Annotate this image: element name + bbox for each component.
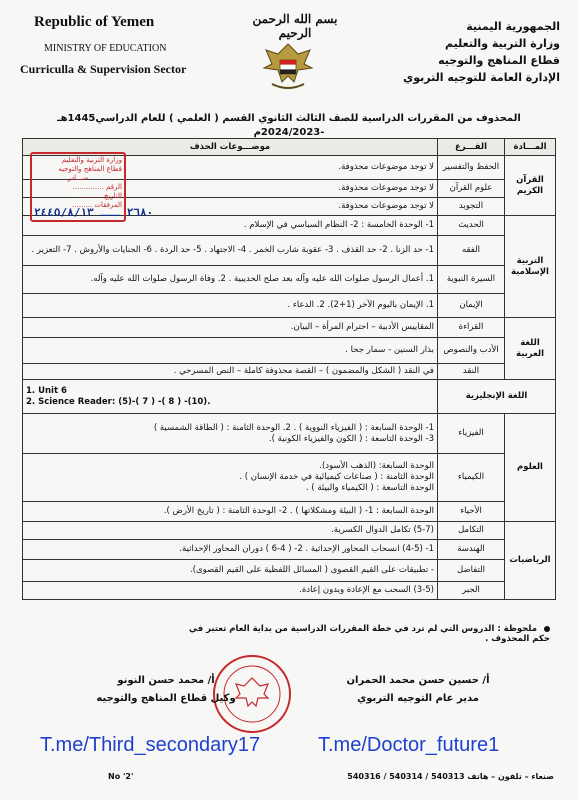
document-title: المحذوف من المقررات الدراسية للصف الثالث الثانوي القسم ( العلمي ) للعام الدراسي1445هـ -2024/2023م (57, 113, 521, 138)
table-row (23, 454, 556, 502)
subject-cell: القرآن الكريم (505, 156, 556, 216)
table-row (23, 560, 556, 582)
topic-cell: (3-5) السحب مع الإعادة وبدون إعادة. (23, 582, 438, 600)
branch-cell: النقد (438, 364, 505, 380)
branch-cell: الفيزياء (438, 414, 505, 454)
topic-cell: - تطبيقات على القيم القصوى ( المسائل اللفظية على القيم القصوى). (23, 560, 438, 582)
table-row (23, 266, 556, 294)
header-left-block (20, 14, 220, 77)
stamp-line: المرفقات ......... (72, 201, 122, 209)
telegram-link-left[interactable]: T.me/Third_secondary17 (40, 734, 261, 756)
stamp-line: قطاع المناهج والتوجيه (58, 165, 122, 173)
footnote (180, 624, 550, 644)
table-row (23, 414, 556, 454)
topic-cell: 1- حد الزنا . 2- حد القذف . 3- عقوبة شارب الخمر . 4- الاجتهاد . 5- حد الردة . 6- الجنايات والأروش . 7- التعزير . (23, 236, 438, 266)
topic-cell: 1- (4-5) انسحاب المحاور الإحداثية . 2- ( 4-6 ) دوران المحاور الإحداثية. (23, 540, 438, 560)
topic-cell: 1. أعمال الرسول صلوات الله عليه وآله بعد صلح الحديبية . 2. وفاة الرسول صلوات الله عليه وآله. (23, 266, 438, 294)
header-branch: الفـــرع (438, 139, 505, 156)
stamp-line: صـــادر (67, 174, 89, 182)
table-row (23, 502, 556, 522)
signer-role: مدير عام التوجيه التربوي (357, 693, 479, 704)
signature-director (318, 672, 518, 708)
page-number: No '2' (108, 772, 134, 781)
topic-cell: (5-7) تكامل الدوال الكسرية. (23, 522, 438, 540)
topic-cell: المقاييس الأدبية – احترام المرأة – البيان. (23, 318, 438, 338)
table-row (23, 582, 556, 600)
topic-cell: الوحدة السابعة : 1- ( البيئة ومشكلاتها ) . 2- الوحدة الثامنة : ( تاريخ الأرض ). (23, 502, 438, 522)
table-row (23, 522, 556, 540)
table-row (23, 364, 556, 380)
stamp-line: التاريخ ............ (74, 192, 122, 200)
topic-cell: بذار السنين - سمار جحا . (23, 338, 438, 364)
header-sector-en: Curriculla & Supervision Sector (20, 62, 187, 76)
header-department-ar: الإدارة العامة للتوجيه التربوي (403, 71, 560, 84)
topic-cell: لا توجد موضوعات محذوفة. (23, 180, 438, 198)
branch-cell: الفقه (438, 236, 505, 266)
table-row (23, 540, 556, 560)
stamp-handwritten-number: ٢٦٨٠ ـــ ٢٤٤٥/٨/١٣ (34, 206, 154, 219)
topic-cell: لا توجد موضوعات محذوفة. (23, 198, 438, 216)
english-line: 2. Science Reader: (5)-( 7 ) -( 8 ) -(10). (26, 396, 211, 407)
english-line: 1. Unit 6 (26, 385, 67, 396)
topic-cell-english (23, 380, 438, 414)
table-row (23, 380, 556, 414)
telegram-link-right[interactable]: T.me/Doctor_future1 (318, 734, 500, 756)
branch-cell: التكامل (438, 522, 505, 540)
footnote-text: ملحوظة : الدروس التي لم ترد في خطة المقررات الدراسية من بداية العام تعتبر في حكم المحذوف . (188, 624, 550, 644)
signer-name: أ/ حسين حسن محمد الحمران (346, 675, 490, 686)
table-row (23, 338, 556, 364)
header-topics: موضـــوعات الحذف (23, 139, 438, 156)
branch-cell: الأحياء (438, 502, 505, 522)
subject-cell: التربية الإسلامية (505, 216, 556, 318)
subject-cell: الرياضيات (505, 522, 556, 600)
branch-cell: الجبر (438, 582, 505, 600)
branch-cell: الكيمياء (438, 454, 505, 502)
branch-cell: التفاضل (438, 560, 505, 582)
bullet-icon (544, 626, 550, 632)
topic-cell: 1. الإيمان باليوم الآخر (1+2). 2. الدعاء . (23, 294, 438, 318)
table-row (23, 236, 556, 266)
telegram-links (0, 734, 578, 766)
header-sector-ar: قطاع المناهج والتوجيه (438, 54, 560, 67)
yemen-eagle-emblem-icon (258, 36, 318, 96)
topic-cell: 1- الوحدة السابعة : ( الفيزياء النووية ) . 2. الوحدة الثامنة : ( الطاقة الشمسية ) 3- الوحدة التاسعة : ( الكون والفيزياء الكونية ). (23, 414, 438, 454)
signature-deputy (96, 672, 236, 708)
subject-cell: اللغة الإنجليزية (438, 380, 556, 414)
header-country-ar: الجمهورية اليمنية (466, 20, 560, 33)
branch-cell: الهندسة (438, 540, 505, 560)
stamp-line: وزارة التربية والتعليم (61, 156, 122, 164)
topic-cell: في النقد ( الشكل والمضمون ) – القصة محذوفة كاملة – النص المسرحي . (23, 364, 438, 380)
contact-phones: صنعاء – تلفون – هاتف 540313 / 540314 / 540316 (347, 772, 554, 781)
header-country-en: Republic of Yemen (34, 14, 155, 30)
table-row (23, 318, 556, 338)
branch-cell: الحفظ والتفسير (438, 156, 505, 180)
topic-cell: الوحدة السابعة: (الذهب الأسود). الوحدة الثامنة : ( صناعات كيميائية في خدمة الإنسان ) . الوحدة التاسعة : ( الكيمياء والبيئة ) . (23, 454, 438, 502)
branch-cell: التجويد (438, 198, 505, 216)
topic-cell: لا توجد موضوعات محذوفة. (23, 156, 438, 180)
header-ministry-en: MINISTRY OF EDUCATION (44, 43, 167, 54)
header-ministry-ar: وزارة التربية والتعليم (445, 37, 560, 50)
topic-cell: 1- الوحدة الخامسة : 2- النظام السياسي في الإسلام . (23, 216, 438, 236)
branch-cell: القراءة (438, 318, 505, 338)
header-subject: المـــادة (505, 139, 556, 156)
branch-cell: الأدب والنصوص (438, 338, 505, 364)
stamp-line: الرقم .............. (72, 183, 122, 191)
branch-cell: الإيمان (438, 294, 505, 318)
basmala-calligraphy: بسم الله الرحمن الرحيم (252, 12, 338, 40)
header-right-block (390, 18, 560, 86)
branch-cell: السيرة النبوية (438, 266, 505, 294)
signer-name: أ/ محمد حسن النونو (117, 675, 215, 686)
signer-role: وكيل قطاع المناهج والتوجيه (96, 693, 236, 704)
branch-cell: علوم القرآن (438, 180, 505, 198)
subject-cell: العلوم (505, 414, 556, 522)
subject-cell: اللغة العربية (505, 318, 556, 380)
table-row (23, 294, 556, 318)
branch-cell: الحديث (438, 216, 505, 236)
